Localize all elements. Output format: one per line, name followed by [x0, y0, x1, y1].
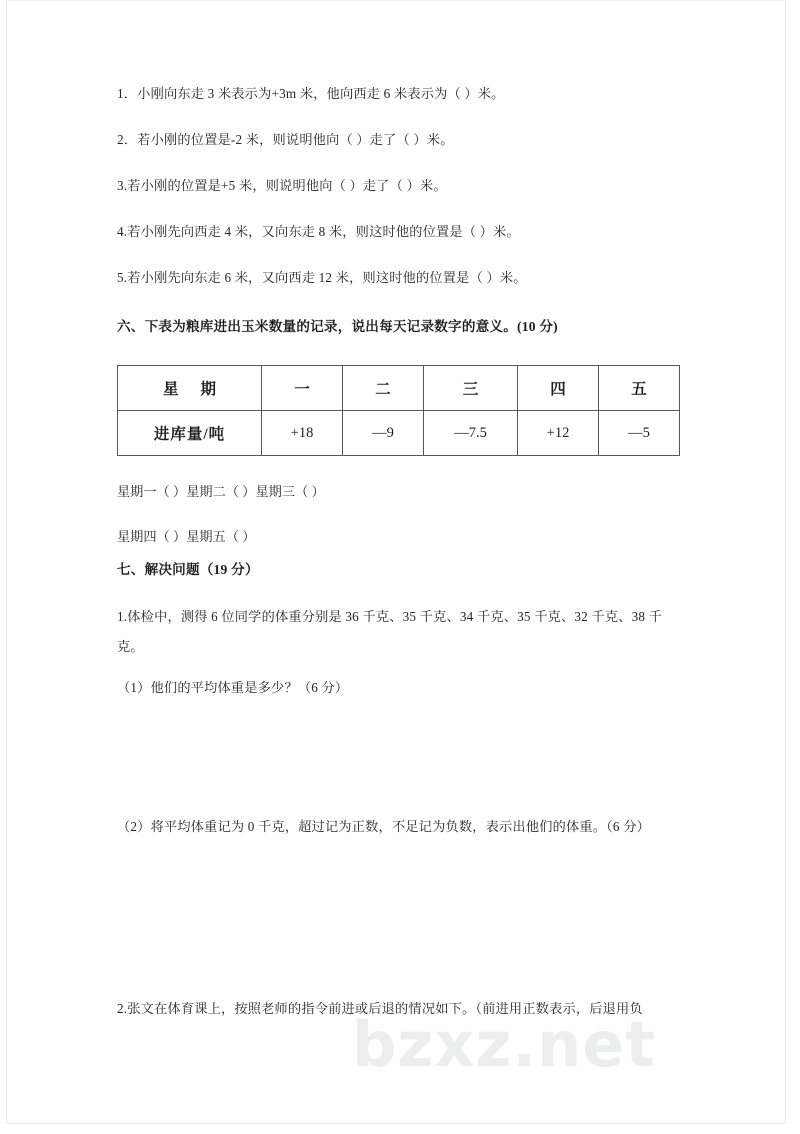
table-cell-value-1: +18 — [262, 411, 343, 456]
weekday-label-part1: 星 — [162, 381, 179, 398]
section-six-answer-line-2: 星期四（ ）星期五（ ） — [117, 529, 256, 544]
table-header-day-1: 一 — [262, 366, 343, 411]
table-cell-value-4: +12 — [518, 411, 599, 456]
table-header-day-2: 二 — [343, 366, 424, 411]
table-row-header — [118, 366, 680, 411]
section-seven-question-1-sub-2: （2）将平均体重记为 0 千克，超过记为正数，不足记为负数，表示出他们的体重。（6 分） — [117, 819, 650, 834]
table-row-values — [118, 411, 680, 456]
question-item-3: 3.若小刚的位置是+5 米，则说明他向（ ）走了（ ）米。 — [117, 178, 447, 193]
section-seven-question-1-sub-1: （1）他们的平均体重是多少？（6 分） — [117, 680, 349, 695]
section-seven-question-2: 2.张文在体育课上，按照老师的指令前进或后退的情况如下。（前进用正数表示，后退用负 — [117, 1001, 643, 1016]
corn-warehouse-table — [117, 365, 680, 456]
table-row-label-intake: 进库量/吨 — [118, 411, 262, 456]
table-cell-value-3: —7.5 — [424, 411, 518, 456]
question-item-1: 1．小刚向东走 3 米表示为+3m 米，他向西走 6 米表示为（ ）米。 — [117, 86, 505, 101]
section-seven-question-1: 1.体检中，测得 6 位同学的体重分别是 36 千克、35 千克、34 千克、35 千克、32 千克、38 千克。 — [117, 609, 663, 654]
page-border-top — [6, 0, 786, 1]
table-header-day-5: 五 — [599, 366, 680, 411]
section-six-heading: 六、下表为粮库进出玉米数量的记录，说出每天记录数字的意义。(10 分) — [117, 319, 558, 334]
table-header-weekday — [118, 366, 262, 411]
table-cell-value-2: —9 — [343, 411, 424, 456]
weekday-label-part2: 期 — [200, 381, 217, 398]
site-watermark: bzxz.net — [352, 1008, 656, 1081]
question-item-2: 2．若小刚的位置是-2 米，则说明他向（ ）走了（ ）米。 — [117, 132, 454, 147]
table-header-day-4: 四 — [518, 366, 599, 411]
question-item-4: 4.若小刚先向西走 4 米，又向东走 8 米，则这时他的位置是（ ）米。 — [117, 224, 520, 239]
table-cell-value-5: —5 — [599, 411, 680, 456]
question-item-5: 5.若小刚先向东走 6 米，又向西走 12 米，则这时他的位置是（ ）米。 — [117, 270, 527, 285]
section-seven-heading: 七、解决问题（19 分） — [117, 562, 259, 577]
section-six-answer-line-1: 星期一（ ）星期二（ ）星期三（ ） — [117, 484, 325, 499]
table-header-day-3: 三 — [424, 366, 518, 411]
